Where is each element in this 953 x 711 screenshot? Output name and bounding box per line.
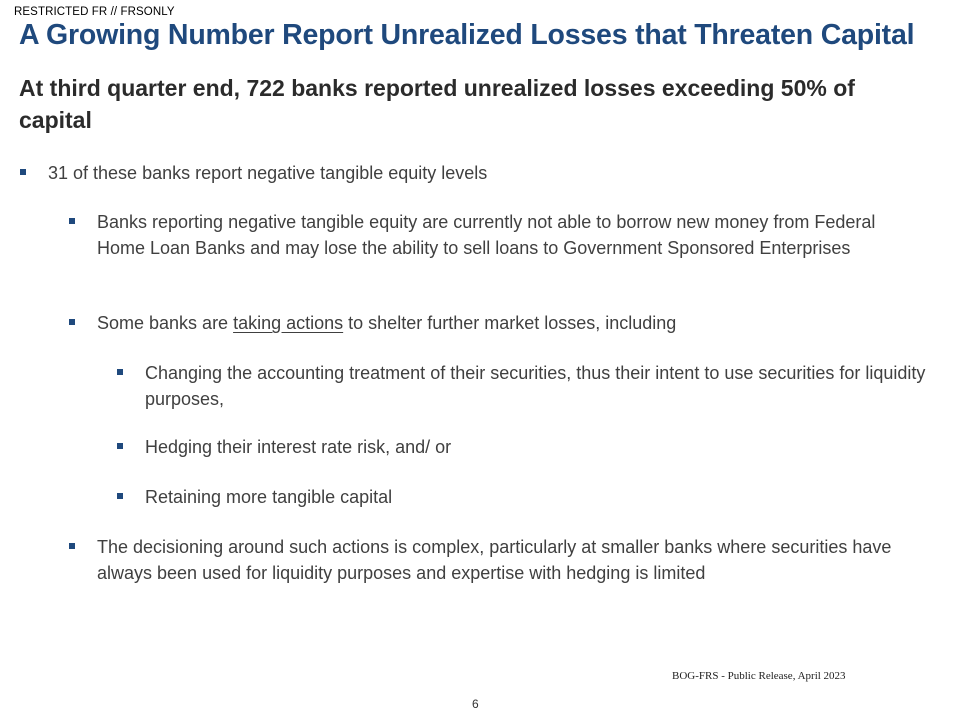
slide-title: A Growing Number Report Unrealized Losses that Threaten Capital [19,19,915,51]
bullet-text: Hedging their interest rate risk, and/ or [145,437,452,457]
page-number: 6 [472,697,479,711]
square-bullet-icon [20,169,26,175]
square-bullet-icon [69,319,75,325]
bullet-decisioning [97,534,927,586]
bullet-text-prefix: Some banks are [97,313,234,333]
square-bullet-icon [69,543,75,549]
bullet-negative-equity-count [48,160,928,186]
bullet-text: Banks reporting negative tangible equity are currently not able to borrow new money from Federal Home Loan Banks and may lose the ability to sell loans to Government Sponsored Enterprises [97,212,876,258]
square-bullet-icon [117,443,123,449]
classification-marking: RESTRICTED FR // FRSONLY [14,6,175,18]
square-bullet-icon [117,493,123,499]
sub-bullet-capital [145,484,945,510]
bullet-taking-actions [97,310,917,336]
bullet-text: The decisioning around such actions is complex, particularly at smaller banks where securities have always been used for liquidity purposes and expertise with hedging is limited [97,537,892,583]
sub-bullet-accounting [145,360,945,412]
bullet-text-suffix: to shelter further market losses, including [343,313,677,333]
bullet-text: Retaining more tangible capital [145,487,393,507]
square-bullet-icon [69,218,75,224]
bullet-text: 31 of these banks report negative tangible equity levels [48,163,488,183]
bullet-borrowing-restriction [97,209,917,261]
square-bullet-icon [117,369,123,375]
bullet-text: Changing the accounting treatment of their securities, thus their intent to use securities for liquidity purposes, [145,363,926,409]
sub-bullet-hedging [145,434,945,460]
taking-actions-link[interactable]: taking actions [233,313,344,333]
slide-subtitle: At third quarter end, 722 banks reported unrealized losses exceeding 50% of capital [19,75,855,133]
public-release-note: BOG-FRS - Public Release, April 2023 [672,670,846,682]
